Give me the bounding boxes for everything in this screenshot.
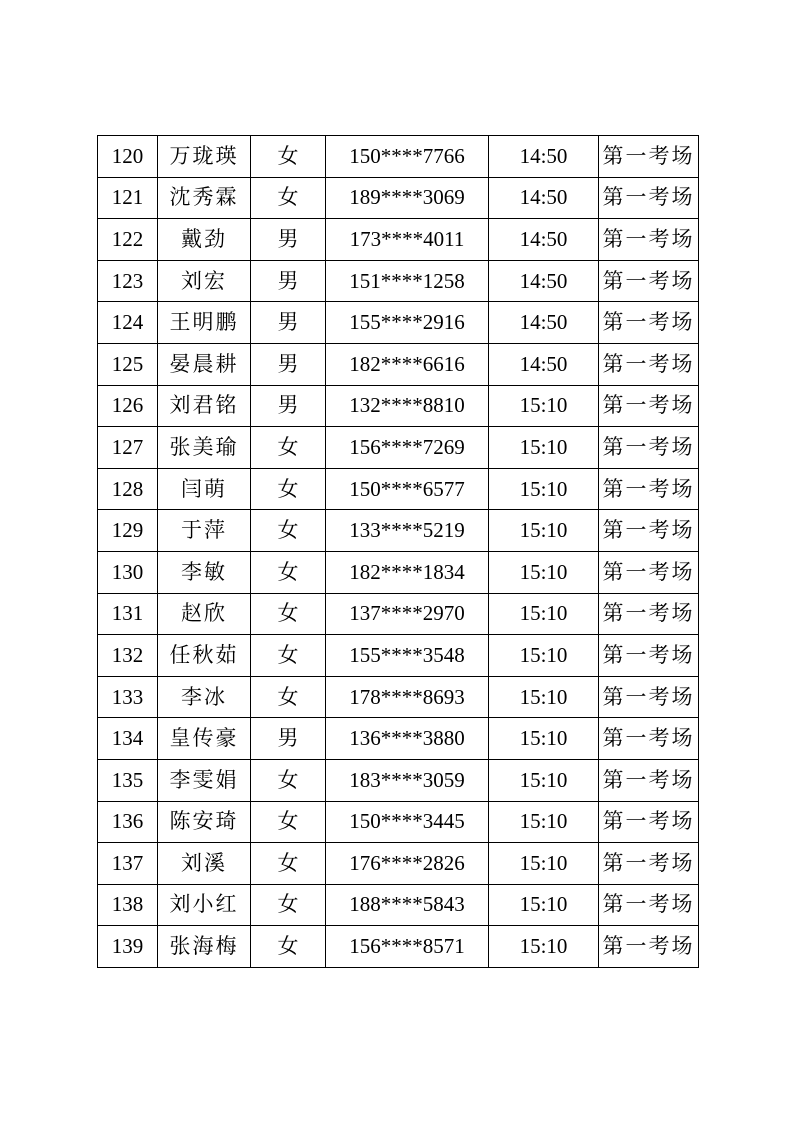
cell-gender: 男: [251, 718, 326, 760]
cell-time: 15:10: [489, 926, 599, 968]
cell-number: 122: [98, 219, 158, 261]
cell-time: 14:50: [489, 219, 599, 261]
table-row: [98, 718, 699, 760]
cell-phone: 156****8571: [326, 926, 489, 968]
cell-number: 128: [98, 468, 158, 510]
cell-phone: 133****5219: [326, 510, 489, 552]
cell-number: 134: [98, 718, 158, 760]
cell-number: 129: [98, 510, 158, 552]
cell-phone: 137****2970: [326, 593, 489, 635]
cell-phone: 150****7766: [326, 136, 489, 178]
cell-room: 第一考场: [599, 759, 699, 801]
cell-phone: 183****3059: [326, 759, 489, 801]
table-row: [98, 593, 699, 635]
cell-number: 127: [98, 427, 158, 469]
cell-phone: 150****3445: [326, 801, 489, 843]
cell-time: 15:10: [489, 759, 599, 801]
cell-phone: 189****3069: [326, 177, 489, 219]
cell-room: 第一考场: [599, 136, 699, 178]
cell-name: 沈秀霖: [158, 177, 251, 219]
table-row: [98, 219, 699, 261]
table-row: [98, 177, 699, 219]
cell-phone: 182****6616: [326, 343, 489, 385]
cell-name: 赵欣: [158, 593, 251, 635]
cell-gender: 男: [251, 302, 326, 344]
cell-number: 135: [98, 759, 158, 801]
cell-room: 第一考场: [599, 551, 699, 593]
cell-name: 于萍: [158, 510, 251, 552]
cell-name: 张海梅: [158, 926, 251, 968]
cell-time: 15:10: [489, 593, 599, 635]
cell-gender: 女: [251, 468, 326, 510]
cell-room: 第一考场: [599, 302, 699, 344]
cell-gender: 女: [251, 136, 326, 178]
cell-room: 第一考场: [599, 926, 699, 968]
cell-name: 刘宏: [158, 260, 251, 302]
cell-gender: 男: [251, 219, 326, 261]
cell-name: 张美瑜: [158, 427, 251, 469]
cell-phone: 132****8810: [326, 385, 489, 427]
table-row: [98, 302, 699, 344]
cell-number: 133: [98, 676, 158, 718]
cell-number: 132: [98, 635, 158, 677]
cell-room: 第一考场: [599, 801, 699, 843]
cell-number: 126: [98, 385, 158, 427]
cell-number: 121: [98, 177, 158, 219]
table-row: [98, 926, 699, 968]
table-row: [98, 427, 699, 469]
cell-time: 15:10: [489, 385, 599, 427]
table-row: [98, 884, 699, 926]
cell-number: 136: [98, 801, 158, 843]
cell-time: 15:10: [489, 510, 599, 552]
cell-phone: 178****8693: [326, 676, 489, 718]
cell-time: 14:50: [489, 177, 599, 219]
cell-phone: 182****1834: [326, 551, 489, 593]
cell-gender: 女: [251, 177, 326, 219]
cell-name: 李敏: [158, 551, 251, 593]
cell-name: 刘君铭: [158, 385, 251, 427]
cell-gender: 男: [251, 260, 326, 302]
cell-time: 15:10: [489, 801, 599, 843]
cell-name: 万珑瑛: [158, 136, 251, 178]
cell-time: 15:10: [489, 676, 599, 718]
cell-time: 14:50: [489, 136, 599, 178]
cell-gender: 女: [251, 926, 326, 968]
cell-number: 125: [98, 343, 158, 385]
cell-gender: 女: [251, 843, 326, 885]
cell-time: 15:10: [489, 884, 599, 926]
cell-time: 15:10: [489, 551, 599, 593]
cell-room: 第一考场: [599, 177, 699, 219]
table-body: [98, 136, 699, 968]
cell-room: 第一考场: [599, 676, 699, 718]
cell-time: 15:10: [489, 427, 599, 469]
table-row: [98, 136, 699, 178]
cell-phone: 151****1258: [326, 260, 489, 302]
cell-time: 14:50: [489, 260, 599, 302]
cell-room: 第一考场: [599, 468, 699, 510]
cell-gender: 女: [251, 884, 326, 926]
cell-time: 15:10: [489, 635, 599, 677]
table-row: [98, 510, 699, 552]
cell-number: 120: [98, 136, 158, 178]
cell-phone: 136****3880: [326, 718, 489, 760]
table-row: [98, 468, 699, 510]
exam-roster-table: [97, 135, 699, 968]
cell-phone: 155****3548: [326, 635, 489, 677]
cell-number: 138: [98, 884, 158, 926]
cell-phone: 155****2916: [326, 302, 489, 344]
cell-room: 第一考场: [599, 884, 699, 926]
cell-phone: 156****7269: [326, 427, 489, 469]
cell-name: 皇传豪: [158, 718, 251, 760]
cell-number: 131: [98, 593, 158, 635]
cell-gender: 女: [251, 676, 326, 718]
cell-name: 晏晨耕: [158, 343, 251, 385]
cell-room: 第一考场: [599, 385, 699, 427]
cell-room: 第一考场: [599, 635, 699, 677]
cell-phone: 188****5843: [326, 884, 489, 926]
table-row: [98, 635, 699, 677]
cell-phone: 176****2826: [326, 843, 489, 885]
cell-gender: 女: [251, 801, 326, 843]
cell-time: 14:50: [489, 302, 599, 344]
cell-name: 王明鹏: [158, 302, 251, 344]
cell-name: 刘小红: [158, 884, 251, 926]
table-row: [98, 260, 699, 302]
cell-room: 第一考场: [599, 843, 699, 885]
cell-phone: 150****6577: [326, 468, 489, 510]
cell-room: 第一考场: [599, 718, 699, 760]
cell-name: 李雯娟: [158, 759, 251, 801]
cell-room: 第一考场: [599, 593, 699, 635]
cell-gender: 女: [251, 510, 326, 552]
cell-gender: 女: [251, 427, 326, 469]
cell-room: 第一考场: [599, 260, 699, 302]
cell-number: 123: [98, 260, 158, 302]
cell-time: 14:50: [489, 343, 599, 385]
table-row: [98, 343, 699, 385]
cell-number: 137: [98, 843, 158, 885]
cell-time: 15:10: [489, 718, 599, 760]
cell-room: 第一考场: [599, 427, 699, 469]
table-row: [98, 759, 699, 801]
cell-name: 任秋茹: [158, 635, 251, 677]
cell-gender: 女: [251, 551, 326, 593]
table-row: [98, 385, 699, 427]
table-row: [98, 801, 699, 843]
cell-number: 124: [98, 302, 158, 344]
table-row: [98, 551, 699, 593]
cell-gender: 女: [251, 593, 326, 635]
cell-time: 15:10: [489, 843, 599, 885]
cell-name: 戴劲: [158, 219, 251, 261]
table-row: [98, 676, 699, 718]
cell-room: 第一考场: [599, 510, 699, 552]
cell-time: 15:10: [489, 468, 599, 510]
cell-gender: 男: [251, 385, 326, 427]
cell-room: 第一考场: [599, 219, 699, 261]
cell-gender: 男: [251, 343, 326, 385]
table-row: [98, 843, 699, 885]
cell-phone: 173****4011: [326, 219, 489, 261]
cell-name: 闫萌: [158, 468, 251, 510]
cell-name: 陈安琦: [158, 801, 251, 843]
cell-number: 139: [98, 926, 158, 968]
cell-gender: 女: [251, 759, 326, 801]
cell-name: 李冰: [158, 676, 251, 718]
cell-name: 刘溪: [158, 843, 251, 885]
cell-number: 130: [98, 551, 158, 593]
cell-room: 第一考场: [599, 343, 699, 385]
cell-gender: 女: [251, 635, 326, 677]
